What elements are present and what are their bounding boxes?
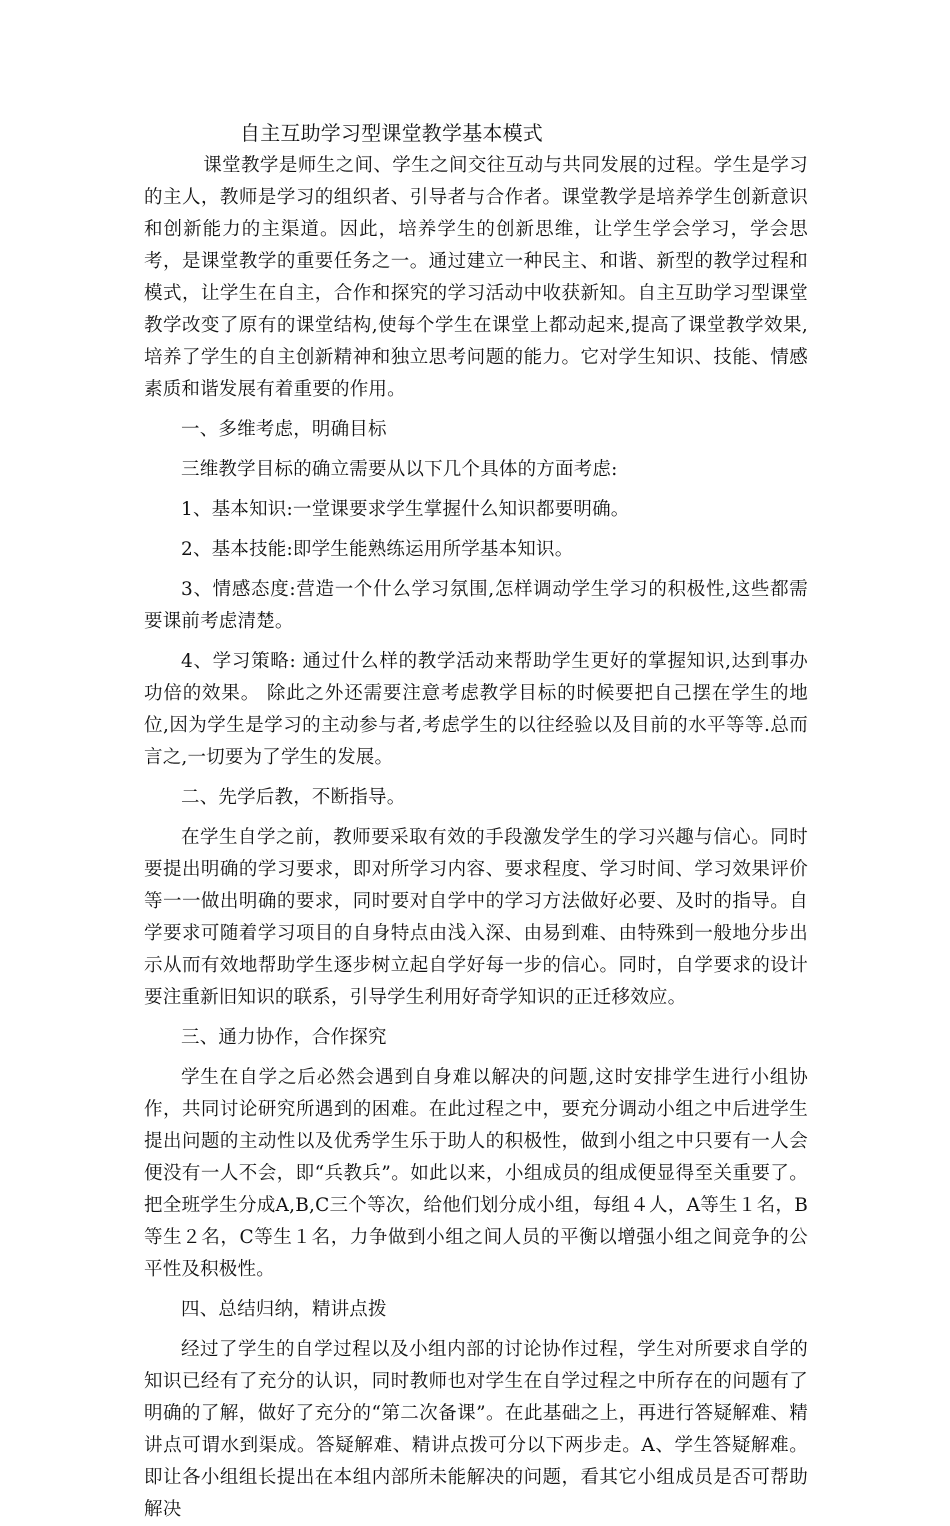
paragraph: 在学生自学之前，教师要采取有效的手段激发学生的学习兴趣与信心。同时要提出明确的学习要求，即对所学习内容、要求程度、学习时间、学习效果评价等一一做出明确的要求，同时要对自学中的学习方法做好必要、及时的指导。自学要求可随着学习项目的自身特点由浅入深、由易到难、由特殊到一般地分步出示从而有效地帮助学生逐步树立起自学好每一步的信心。同时，自学要求的设计要注重新旧知识的联系，引导学生利用好奇学知识的正迁移效应。 bbox=[144, 827, 808, 1008]
paragraph: 经过了学生的自学过程以及小组内部的讨论协作过程，学生对所要求自学的知识已经有了充分的认识，同时教师也对学生在自学过程之中所存在的问题有了明确的了解，做好了充分的“第二次备课”。在此基础之上，再进行答疑解难、精讲点可谓水到渠成。答疑解难、精讲点拨可分以下两步走。A、学生答疑解难。即让各小组组长提出在本组内部所未能解决的问题，看其它小组成员是否可帮助解决 bbox=[144, 1339, 808, 1520]
paragraph: 三维教学目标的确立需要从以下几个具体的方面考虑: bbox=[181, 459, 618, 480]
list-item: 2、基本技能:即学生能熟练运用所学基本知识。 bbox=[181, 539, 574, 560]
intro-paragraph: 课堂教学是师生之间、学生之间交往互动与共同发展的过程。学生是学习的主人，教师是学习的组织者、引导者与合作者。课堂教学是培养学生创新意识和创新能力的主渠道。因此，培养学生的创新思维，让学生学会学习，学会思考，是课堂教学的重要任务之一。通过建立一种民主、和谐、新型的教学过程和模式，让学生在自主，合作和探究的学习活动中收获新知。自主互助学习型课堂教学改变了原有的课堂结构,使每个学生在课堂上都动起来,提高了课堂教学效果,培养了学生的自主创新精神和独立思考问题的能力。它对学生知识、技能、情感素质和谐发展有着重要的作用。 bbox=[144, 155, 808, 400]
document-body bbox=[144, 116, 808, 1526]
section-heading-4: 四、总结归纳，精讲点拨 bbox=[181, 1299, 387, 1320]
document-title: 自主互助学习型课堂教学基本模式 bbox=[240, 121, 543, 145]
list-item: 1、基本知识:一堂课要求学生掌握什么知识都要明确。 bbox=[181, 499, 630, 520]
section-heading-1: 一、多维考虑，明确目标 bbox=[181, 419, 387, 440]
section-heading-2: 二、先学后教，不断指导。 bbox=[181, 787, 406, 808]
list-item: 3、情感态度:营造一个什么学习氛围,怎样调动学生学习的积极性,这些都需要课前考虑清楚。 bbox=[144, 579, 808, 632]
list-item: 4、学习策略: 通过什么样的教学活动来帮助学生更好的掌握知识,达到事办功倍的效果。 除此之外还需要注意考虑教学目标的时候要把自己摆在学生的地位,因为学生是学习的主动参与者,考虑学生的以往经验以及目前的水平等等.总而言之,一切要为了学生的发展。 bbox=[144, 651, 808, 768]
paragraph: 学生在自学之后必然会遇到自身难以解决的问题,这时安排学生进行小组协作，共同讨论研究所遇到的困难。在此过程之中，要充分调动小组之中后进学生提出问题的主动性以及优秀学生乐于助人的积极性，做到小组之中只要有一人会便没有一人不会，即“兵教兵”。如此以来，小组成员的组成便显得至关重要了。把全班学生分成A,B,C三个等次，给他们划分成小组，每组４人，A等生１名，B等生２名，C等生１名，力争做到小组之间人员的平衡以增强小组之间竞争的公平性及积极性。 bbox=[144, 1067, 808, 1280]
section-heading-3: 三、通力协作，合作探究 bbox=[181, 1027, 387, 1048]
